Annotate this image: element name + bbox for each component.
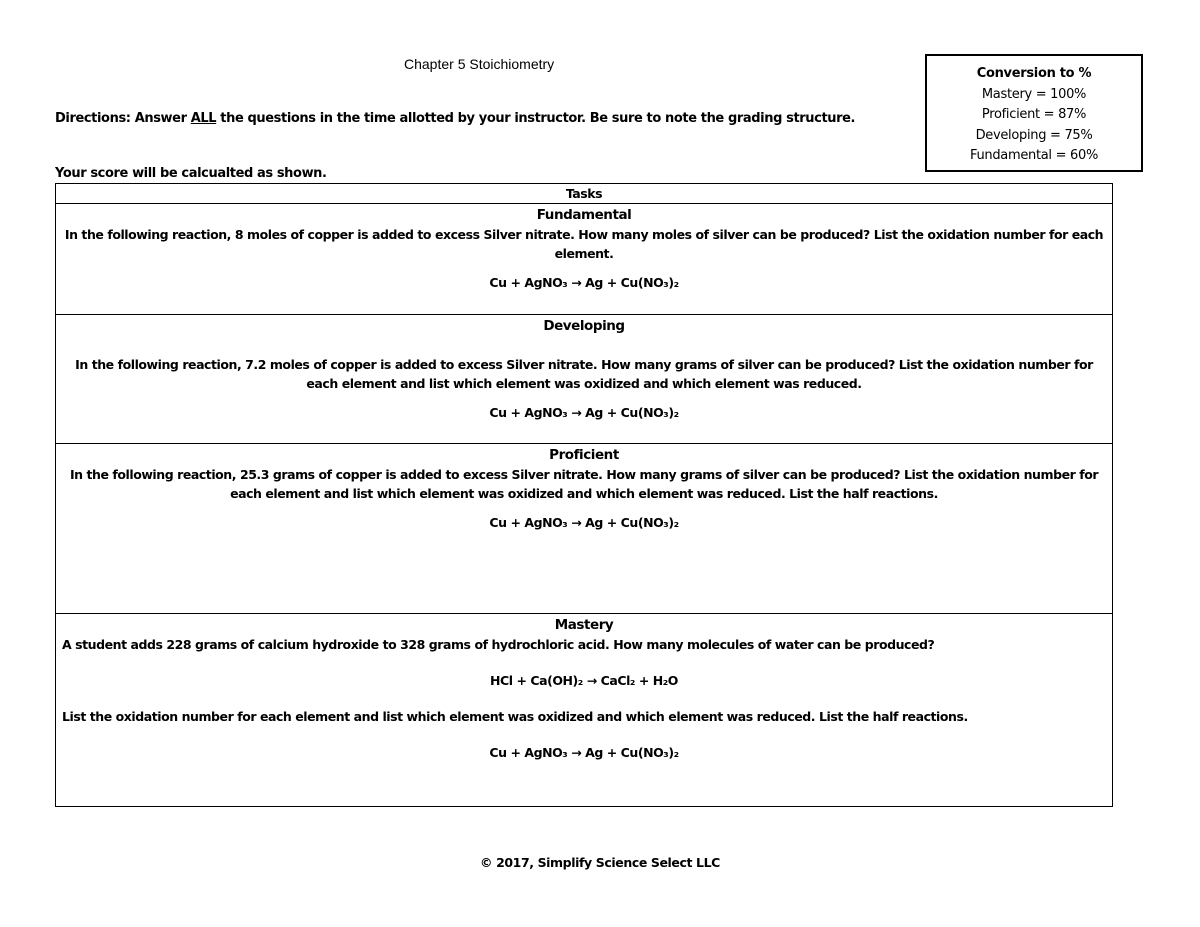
task-level-mastery: Mastery xyxy=(554,617,614,633)
directions-label: Directions: xyxy=(55,111,131,126)
task-question-proficient: In the following reaction, 25.3 grams of copper is added to excess Silver nitrate. How many grams of silver can be produced? List the oxidation number for each element and list which element was oxidized and which element was reduced. List the half reactions. xyxy=(69,467,1099,501)
task-equation-developing: Cu + AgNO₃ → Ag + Cu(NO₃)₂ xyxy=(489,405,679,420)
task-developing xyxy=(56,315,1112,444)
conversion-row-proficient: Proficient = 87% xyxy=(981,107,1087,122)
conversion-row-mastery: Mastery = 100% xyxy=(981,86,1087,102)
directions xyxy=(55,111,855,126)
task-proficient xyxy=(56,444,1112,614)
tasks-header: Tasks xyxy=(56,184,1112,204)
task-question-mastery-2: List the oxidation number for each element and list which element was oxidized and which element was reduced. List the half reactions. xyxy=(62,709,968,724)
task-level-fundamental: Fundamental xyxy=(536,207,632,223)
task-equation-mastery-1: HCl + Ca(OH)₂ → CaCl₂ + H₂O xyxy=(489,673,678,688)
task-question-mastery: A student adds 228 grams of calcium hydroxide to 328 grams of hydrochloric acid. How many molecules of water can be produced? xyxy=(62,637,935,652)
page-title: Chapter 5 Stoichiometry xyxy=(404,56,555,72)
score-note: Your score will be calcualted as shown. xyxy=(55,166,327,181)
task-question-developing: In the following reaction, 7.2 moles of copper is added to excess Silver nitrate. How many grams of silver can be produced? List the oxidation number for each element and list which element was oxidized and which element was reduced. xyxy=(75,357,1093,391)
task-equation-fundamental: Cu + AgNO₃ → Ag + Cu(NO₃)₂ xyxy=(489,275,679,290)
task-level-developing: Developing xyxy=(543,318,625,334)
task-equation-mastery-2: Cu + AgNO₃ → Ag + Cu(NO₃)₂ xyxy=(489,745,679,760)
conversion-box xyxy=(925,54,1143,172)
task-fundamental xyxy=(56,204,1112,315)
task-equation-proficient: Cu + AgNO₃ → Ag + Cu(NO₃)₂ xyxy=(489,515,679,530)
task-level-proficient: Proficient xyxy=(549,447,619,463)
conversion-heading: Conversion to % xyxy=(976,66,1092,81)
directions-pre: Answer xyxy=(130,111,191,126)
task-question-fundamental: In the following reaction, 8 moles of copper is added to excess Silver nitrate. How many moles of silver can be produced? List the oxidation number for each element. xyxy=(64,227,1104,261)
conversion-row-developing: Developing = 75% xyxy=(975,127,1093,143)
tasks-table xyxy=(55,183,1113,807)
task-mastery xyxy=(56,614,1112,804)
directions-emphasis: ALL xyxy=(190,111,217,126)
conversion-row-fundamental: Fundamental = 60% xyxy=(970,148,1098,163)
copyright-footer: © 2017, Simplify Science Select LLC xyxy=(480,855,720,870)
directions-post: the questions in the time allotted by your instructor. Be sure to note the grading structure. xyxy=(216,111,856,126)
